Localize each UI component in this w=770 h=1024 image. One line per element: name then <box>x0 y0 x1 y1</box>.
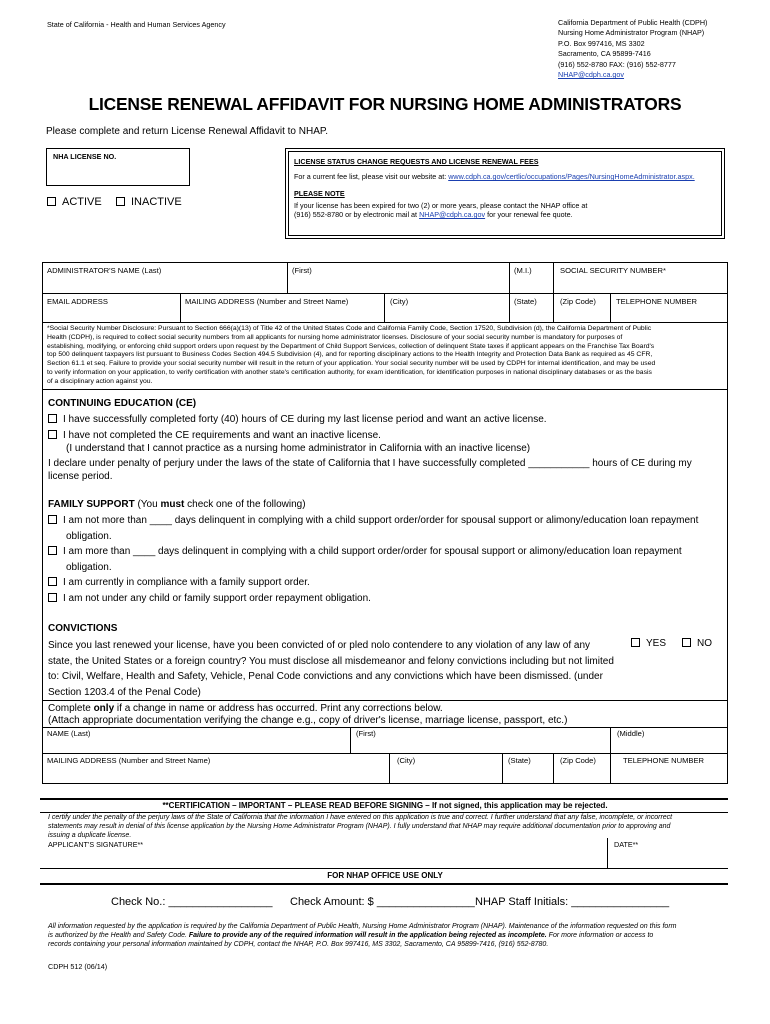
disclosure-line: Health (CDPH), is required to collect social security numbers from all applicants for nursing home administrator licenses. Disclosure of your social security number is mandatory for purposes of <box>47 333 623 341</box>
ce-inactive-note: (I understand that I cannot practice as a nursing home administrator in California with an inactive license) <box>66 442 531 454</box>
family-option-2-checkbox[interactable] <box>48 546 57 555</box>
inactive-checkbox[interactable] <box>116 197 125 206</box>
check-number-field[interactable]: Check No.: _________________ <box>111 896 273 908</box>
ce-option-inactive[interactable] <box>48 430 530 455</box>
change-first-name-field[interactable]: (First) <box>356 729 376 738</box>
ce-declaration-line: I declare under penalty of perjury under the laws of the state of California that I have successfully completed ___________ hours of CE during my <box>48 458 692 469</box>
change-city-field[interactable]: (City) <box>397 756 416 765</box>
grid-line <box>727 262 728 389</box>
family-heading-text: check one of the following) <box>184 499 306 510</box>
family-heading-must: must <box>160 499 185 510</box>
family-option-1[interactable] <box>48 513 698 529</box>
license-number-field[interactable] <box>46 148 190 186</box>
family-option-2-cont: obligation. <box>66 561 112 573</box>
inactive-label: INACTIVE <box>131 196 182 208</box>
inactive-option[interactable] <box>116 196 182 208</box>
active-checkbox[interactable] <box>47 197 56 206</box>
cert-rule <box>40 798 728 800</box>
footer-notice <box>48 922 677 950</box>
convictions-yes-label: YES <box>646 638 667 649</box>
disclosure-line: establishing, modifying, or enforcing child support orders upon request by the Department of Child Support Services, collection of delinquent State taxes if applicant appears on the Franchise Tax Board's <box>47 342 655 350</box>
ce-declaration-line: license period. <box>48 470 113 482</box>
staff-initials-field[interactable]: NHAP Staff Initials: ________________ <box>475 896 670 908</box>
grid-line <box>509 262 510 322</box>
grid-line <box>610 293 611 322</box>
grid-line <box>180 293 181 322</box>
ce-declaration <box>48 458 692 483</box>
footer-bold: Failure to provide any of the required information will result in the application being rejected as incomplete. <box>188 932 547 940</box>
grid-line <box>40 868 728 869</box>
disclosure-line: Section 61.1 et seq. Failure to provide your social security number will result in the return of your application. Your social security number will be used by CDPH for internal identification, and may be used <box>47 360 656 368</box>
intro-text: Please complete and return License Renewal Affidavit to NHAP. <box>46 126 329 137</box>
dept-line: (916) 552-8780 FAX: (916) 552-8777 <box>558 59 676 69</box>
note-heading: PLEASE NOTE <box>294 189 345 198</box>
change-telephone-field[interactable]: TELEPHONE NUMBER <box>623 756 705 765</box>
grid-line <box>42 727 728 728</box>
form-id: CDPH 512 (06/14) <box>48 962 108 971</box>
family-heading-text: (You <box>134 499 161 510</box>
convictions-heading: CONVICTIONS <box>48 623 118 634</box>
change-state-field[interactable]: (State) <box>508 756 531 765</box>
fees-line-text: For a current fee list, please visit our website at: <box>294 172 449 181</box>
ce-option-inactive-label: I have not completed the CE requirements and want an inactive license. <box>63 430 381 441</box>
cert-heading: **CERTIFICATION – IMPORTANT – PLEASE READ BEFORE SIGNING – If not signed, this application may be rejected. <box>162 801 608 810</box>
family-option-1-checkbox[interactable] <box>48 515 57 524</box>
change-middle-name-field[interactable]: (Middle) <box>617 729 645 738</box>
ssn-field[interactable]: SOCIAL SECURITY NUMBER* <box>560 266 666 275</box>
footer-line: All information requested by the application is required by the California Department of Public Health, Nursing Home Administrator Program (NHAP). Maintenance of the information requested on this form <box>48 923 677 930</box>
change-last-name-field[interactable]: NAME (Last) <box>47 729 91 738</box>
grid-line <box>502 753 503 783</box>
grid-line <box>42 783 728 784</box>
fees-url-link[interactable]: www.cdph.ca.gov/certlic/occupations/Pages/NursingHomeAdministrator.aspx. <box>448 172 695 181</box>
dept-email-link[interactable]: NHAP@cdph.ca.gov <box>558 70 625 80</box>
convictions-line: Section 1203.4 of the Penal Code) <box>48 686 201 698</box>
change-text: Complete <box>48 703 94 714</box>
grid-line <box>42 753 728 754</box>
change-only: only <box>93 703 115 714</box>
change-note: (Attach appropriate documentation verifying the change e.g., copy of driver's license, marriage license, passport, etc.) <box>48 715 568 726</box>
dept-line: P.O. Box 997416, MS 3302 <box>558 38 645 48</box>
family-option-3-label: I am currently in compliance with a family support order. <box>63 577 310 588</box>
zip-field[interactable]: (Zip Code) <box>560 297 596 306</box>
family-option-1-label: I am not more than ____ days delinquent in complying with a child support order/order for spousal support or alimony/education loan repayment <box>63 515 699 526</box>
dept-address-block <box>558 18 707 80</box>
dept-line: California Department of Public Health (CDPH) <box>558 18 708 27</box>
ce-heading: CONTINUING EDUCATION (CE) <box>48 398 197 409</box>
family-option-4-checkbox[interactable] <box>48 593 57 602</box>
active-option[interactable] <box>47 196 102 208</box>
change-mailing-address-field[interactable]: MAILING ADDRESS (Number and Street Name) <box>47 756 211 765</box>
admin-first-name-field[interactable]: (First) <box>292 266 312 275</box>
footer-line: records containing your personal information maintained by CDPH, contact the NHAP, P.O. Box 997416, MS 3302, Sacramento, CA 95899-7416, (916) 552-8780. <box>48 941 549 949</box>
admin-last-name-field[interactable]: ADMINISTRATOR'S NAME (Last) <box>47 266 162 275</box>
grid-line <box>610 727 611 783</box>
grid-line <box>553 753 554 783</box>
admin-mi-field[interactable]: (M.I.) <box>514 266 532 275</box>
dept-line: Sacramento, CA 95899-7416 <box>558 49 651 59</box>
disclosure-line: of a disciplinary action against you. <box>47 377 153 385</box>
cert-text-line: I certify under the penalty of the perjury laws of the State of California that the information I have entered on this application is true and correct. I further understand that any false, incomplete, or incorrect <box>48 814 673 821</box>
cert-text-line: issuing a duplicate license. <box>48 832 132 839</box>
convictions-line: to: Civil, Welfare, Health and Safety, Vehicle, Penal Code convictions and any convictions which have been dismissed. (under <box>48 671 603 683</box>
grid-line <box>384 293 385 322</box>
change-text: if a change in name or address has occurred. Print any corrections below. <box>114 703 443 714</box>
grid-line <box>42 262 727 263</box>
office-use-heading: FOR NHAP OFFICE USE ONLY <box>327 871 443 880</box>
note-email-link[interactable]: NHAP@cdph.ca.gov <box>419 210 486 219</box>
cert-text <box>48 813 672 840</box>
family-option-3-checkbox[interactable] <box>48 577 57 586</box>
family-options <box>48 513 698 606</box>
convictions-no-label: NO <box>697 638 712 649</box>
signature-field[interactable]: APPLICANT'S SIGNATURE** <box>48 840 144 849</box>
ce-inactive-checkbox[interactable] <box>48 430 57 439</box>
dept-line: Nursing Home Administrator Program (NHAP) <box>558 28 705 38</box>
fees-line <box>294 172 695 181</box>
grid-line <box>287 262 288 293</box>
license-number-label: NHA LICENSE NO. <box>53 152 117 161</box>
grid-line <box>350 727 351 753</box>
active-label: ACTIVE <box>62 196 102 208</box>
footer-text: is authorized by the Health and Safety Code. <box>48 932 189 940</box>
grid-line <box>389 753 390 783</box>
family-option-1-cont: obligation. <box>66 530 112 542</box>
fees-heading: LICENSE STATUS CHANGE REQUESTS AND LICENSE RENEWAL FEES <box>294 157 539 166</box>
note-text: (916) 552-8780 or by electronic mail at <box>294 210 420 219</box>
convictions-no-checkbox[interactable] <box>682 638 691 647</box>
ce-option-active-label: I have successfully completed forty (40) hours of CE during my last license period and want an active license. <box>63 414 547 425</box>
family-heading-title: FAMILY SUPPORT <box>48 499 135 510</box>
check-amount-field[interactable]: Check Amount: $ ________________ <box>290 896 475 908</box>
note-text-end: for your renewal fee quote. <box>485 210 573 219</box>
office-rule <box>40 883 728 885</box>
change-instructions <box>48 703 567 727</box>
ssn-disclosure <box>47 325 727 387</box>
family-option-4-label: I am not under any child or family support order repayment obligation. <box>63 592 371 604</box>
family-option-2[interactable] <box>48 544 698 560</box>
mailing-address-field[interactable]: MAILING ADDRESS (Number and Street Name) <box>185 297 349 306</box>
disclosure-line: to verify information on your application, to verify certification with another state's certification authority, for exam identification, for identification purposes in national disciplinary databases or as the basis <box>47 368 652 376</box>
convictions-line: state, the United States or a foreign country? You must disclose all misdemeanor and felony convictions including but not limited <box>48 655 614 667</box>
telephone-field[interactable]: TELEPHONE NUMBER <box>616 297 698 306</box>
disclosure-line: top 500 delinquent taxpayers list pursuant to Business Codes Section 494.5 Subdivision (4), and for reporting disciplinary actions to the Health Integrity and Protection Data Bank as required as 45 CFR, <box>47 351 653 359</box>
note-line-2 <box>294 210 573 219</box>
grid-line <box>42 322 727 323</box>
convictions-yes-option[interactable] <box>631 638 666 649</box>
grid-line <box>42 701 43 783</box>
convictions-yes-checkbox[interactable] <box>631 638 640 647</box>
email-field[interactable]: EMAIL ADDRESS <box>47 297 108 306</box>
cert-text-line: statements may result in denial of this license application by the Nursing Home Administrator Program (NHAP). I fully understand that NHAP may require additional documentation prior to approving and <box>48 823 671 830</box>
page-title: LICENSE RENEWAL AFFIDAVIT FOR NURSING HOME ADMINISTRATORS <box>88 94 682 114</box>
footer-text: For more information or access to <box>546 932 654 940</box>
family-option-4[interactable] <box>48 591 698 607</box>
family-option-2-label: I am more than ____ days delinquent in complying with a child support order/order for spousal support or alimony/education loan repayment <box>63 546 682 557</box>
grid-line <box>42 262 43 389</box>
grid-line <box>607 838 608 868</box>
convictions-line: Since you last renewed your license, have you been convicted of or pled nolo contendere to any violation of any law of any <box>48 640 591 651</box>
date-field[interactable]: DATE** <box>614 840 639 849</box>
note-line-1: If your license has been expired for two (2) or more years, please contact the NHAP office at <box>294 201 588 210</box>
convictions-no-option[interactable] <box>682 638 712 649</box>
state-field[interactable]: (State) <box>514 297 537 306</box>
fees-info-inner <box>288 151 722 236</box>
family-heading <box>48 499 306 510</box>
ce-option-active[interactable] <box>48 414 547 425</box>
agency-name: State of California - Health and Human Services Agency <box>47 20 226 29</box>
convictions-question <box>48 638 614 700</box>
ce-active-checkbox[interactable] <box>48 414 57 423</box>
change-zip-field[interactable]: (Zip Code) <box>560 756 596 765</box>
family-option-3[interactable] <box>48 575 698 591</box>
grid-line <box>553 262 554 322</box>
disclosure-line: *Social Security Number Disclosure: Pursuant to Section 666(a)(13) of Title 42 of the United States Code and California Family Code, Section 17520, Subdivision (d), the California Department of Public <box>47 325 652 332</box>
grid-line <box>727 701 728 783</box>
city-field[interactable]: (City) <box>390 297 409 306</box>
